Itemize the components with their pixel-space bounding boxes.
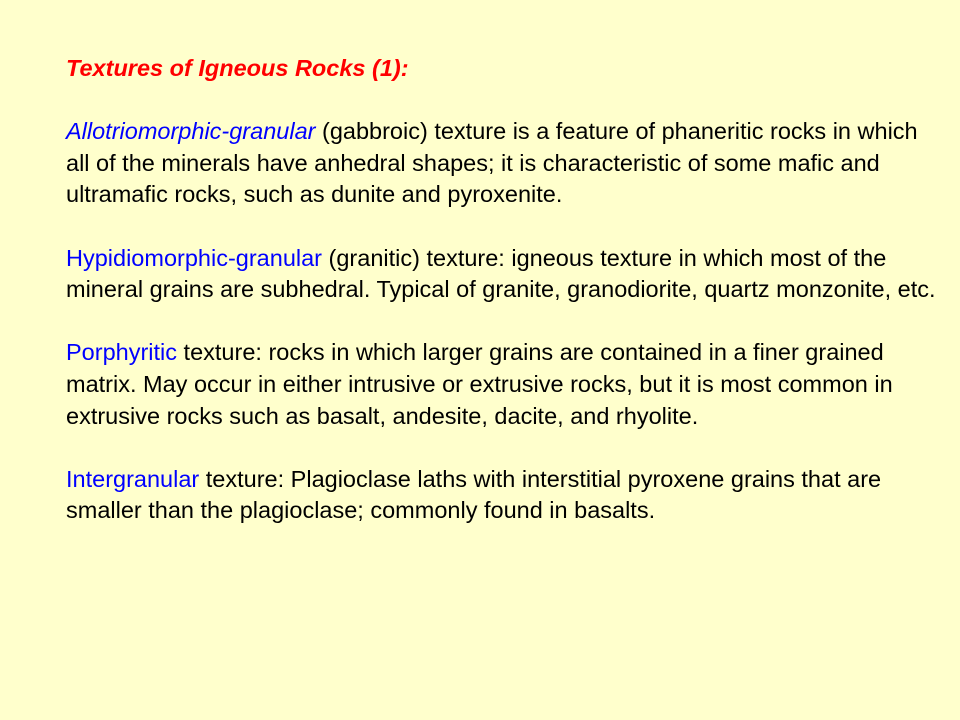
term-porphyritic: Porphyritic (66, 339, 178, 366)
paragraph-allotriomorphic (66, 116, 936, 211)
paragraph-hypidiomorphic (66, 243, 936, 306)
definition-hypidiomorphic-granular: (granitic) texture: igneous texture in which most of the mineral grains are subhedral. Typical of granite, granodiorite, quartz monzonite, etc. (66, 244, 936, 303)
definition-intergranular: texture: Plagioclase laths with interstitial pyroxene grains that are smaller than the plagioclase; commonly found in basalts. (66, 465, 882, 524)
term-intergranular: Intergranular (66, 465, 200, 492)
slide-title: Textures of Igneous Rocks (1): (66, 55, 409, 81)
paragraph-intergranular (66, 464, 936, 527)
term-allotriomorphic-granular: Allotriomorphic-granular (66, 118, 316, 145)
definition-allotriomorphic-granular: (gabbroic) texture is a feature of phaneritic rocks in which all of the minerals have anhedral shapes; it is characteristic of some mafic and ultramafic rocks, such as dunite and pyroxenite. (66, 118, 918, 208)
paragraph-porphyritic (66, 337, 936, 432)
slide-content (66, 53, 936, 527)
term-hypidiomorphic-granular: Hypidiomorphic-granular (66, 244, 322, 271)
definition-porphyritic: texture: rocks in which larger grains are contained in a finer grained matrix. May occur in either intrusive or extrusive rocks, but it is most common in extrusive rocks such as basalt, andesite, dacite, and rhyolite. (66, 339, 893, 429)
